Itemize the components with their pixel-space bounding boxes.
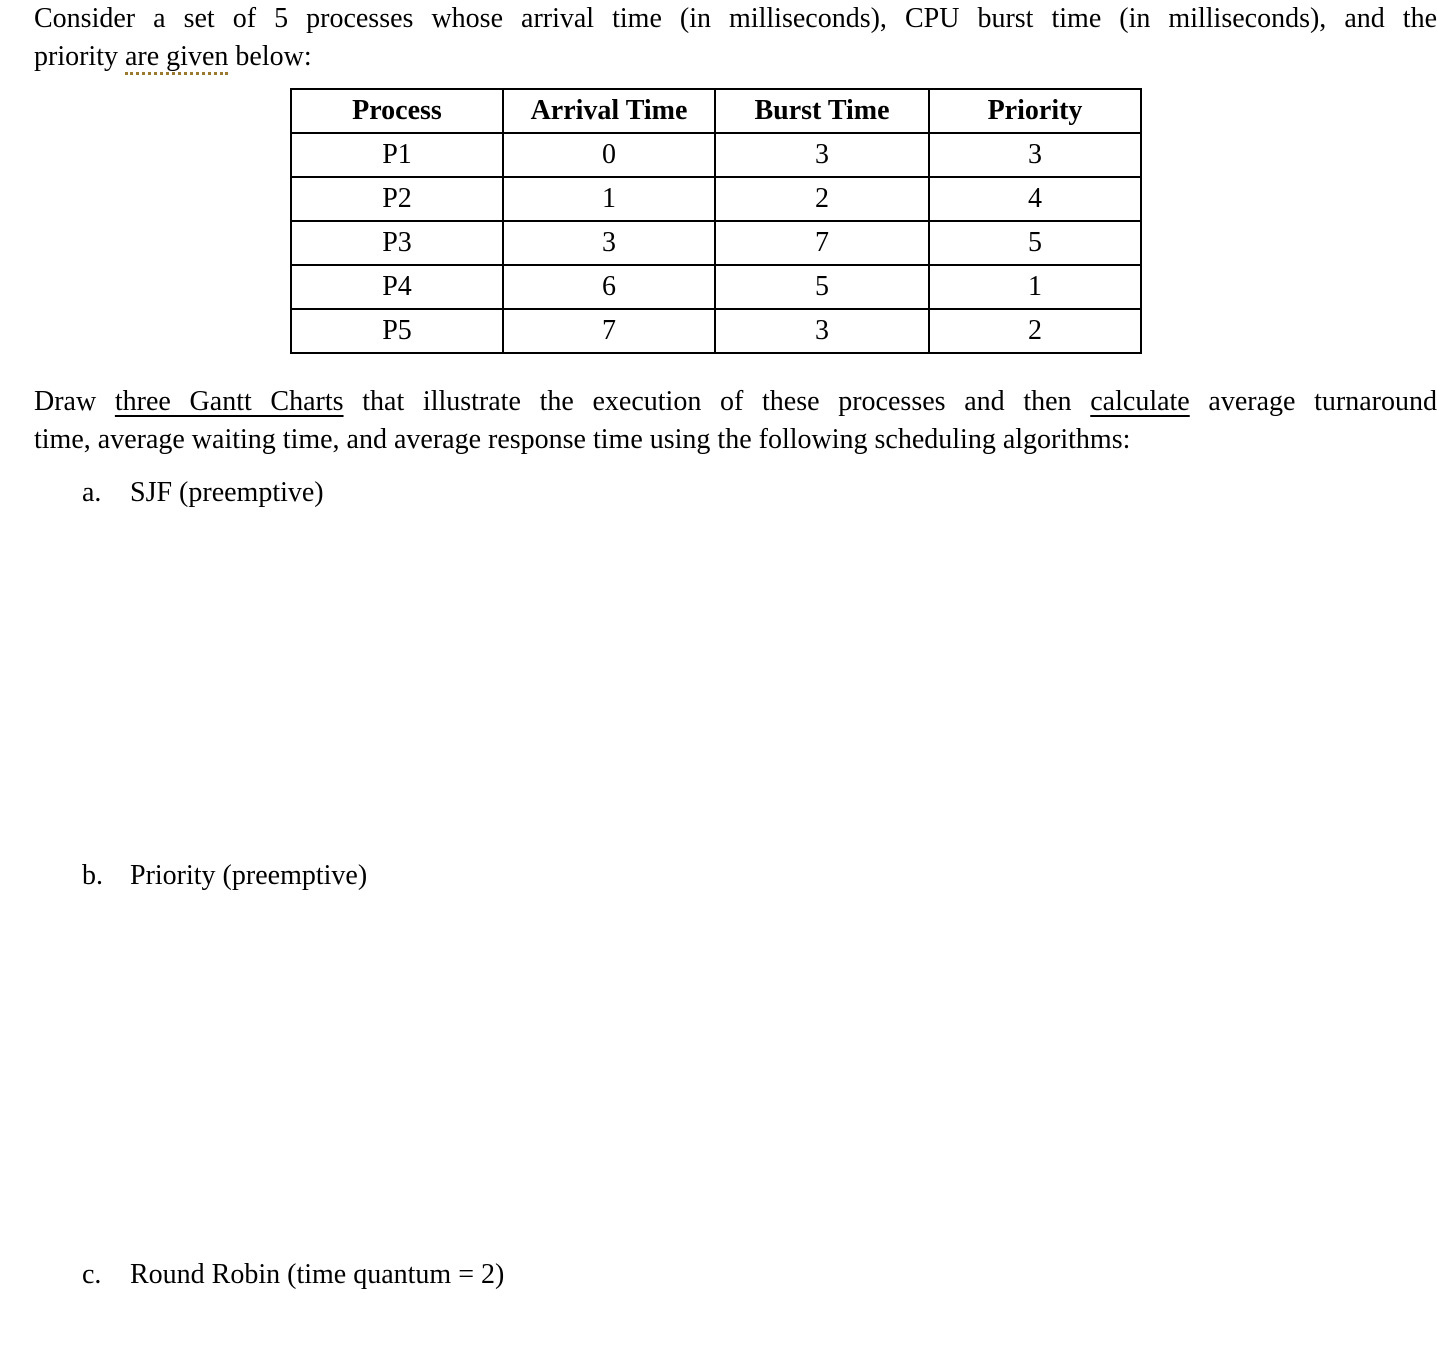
cell-process: P2 <box>291 177 503 221</box>
process-table <box>290 88 1142 354</box>
cell-arrival-time: 0 <box>503 133 715 177</box>
instructions-paragraph <box>34 383 1437 459</box>
list-item-letter: b. <box>82 860 103 891</box>
intro-line-2-start: priority <box>34 41 125 72</box>
cell-process: P1 <box>291 133 503 177</box>
cell-burst-time: 3 <box>715 309 929 353</box>
cell-burst-time: 5 <box>715 265 929 309</box>
cell-priority: 4 <box>929 177 1141 221</box>
cell-priority: 5 <box>929 221 1141 265</box>
list-item <box>82 476 324 510</box>
instructions-line-1 <box>34 383 1437 421</box>
header-arrival-time: Arrival Time <box>503 89 715 133</box>
table-row <box>291 221 1141 265</box>
list-item-text: Round Robin (time quantum = 2) <box>130 1259 505 1290</box>
list-item <box>82 1258 504 1292</box>
cell-process: P5 <box>291 309 503 353</box>
instr-text-b: that illustrate the execution of these processes and then <box>343 386 1091 417</box>
cell-priority: 2 <box>929 309 1141 353</box>
table-row <box>291 177 1141 221</box>
cell-arrival-time: 3 <box>503 221 715 265</box>
table-header-row <box>291 89 1141 133</box>
table-row <box>291 309 1141 353</box>
list-item-text: SJF (preemptive) <box>130 477 324 508</box>
cell-burst-time: 2 <box>715 177 929 221</box>
header-priority: Priority <box>929 89 1141 133</box>
header-burst-time: Burst Time <box>715 89 929 133</box>
cell-burst-time: 7 <box>715 221 929 265</box>
cell-priority: 1 <box>929 265 1141 309</box>
list-item-text: Priority (preemptive) <box>130 860 368 891</box>
instr-text-c: average turnaround <box>1189 386 1437 417</box>
cell-arrival-time: 7 <box>503 309 715 353</box>
instr-text-a: Draw <box>34 386 115 417</box>
cell-burst-time: 3 <box>715 133 929 177</box>
cell-arrival-time: 6 <box>503 265 715 309</box>
list-item-letter: c. <box>82 1259 102 1290</box>
intro-line-2 <box>34 38 1437 76</box>
grammar-flagged-text: are given <box>125 41 228 75</box>
table-row <box>291 265 1141 309</box>
list-item <box>82 859 367 893</box>
intro-line-2-end: below: <box>228 41 312 72</box>
instructions-line-2: time, average waiting time, and average response time using the following scheduling algorithms: <box>34 424 1131 455</box>
cell-priority: 3 <box>929 133 1141 177</box>
table-row <box>291 133 1141 177</box>
instr-underlined-gantt: three Gantt Charts <box>114 386 344 417</box>
cell-process: P4 <box>291 265 503 309</box>
intro-paragraph <box>34 0 1437 76</box>
list-item-letter: a. <box>82 477 102 508</box>
header-process: Process <box>291 89 503 133</box>
intro-line-1: Consider a set of 5 processes whose arrival time (in milliseconds), CPU burst time (in milliseconds), and the <box>34 3 1437 34</box>
cell-process: P3 <box>291 221 503 265</box>
cell-arrival-time: 1 <box>503 177 715 221</box>
instr-underlined-calculate: calculate <box>1090 386 1190 417</box>
